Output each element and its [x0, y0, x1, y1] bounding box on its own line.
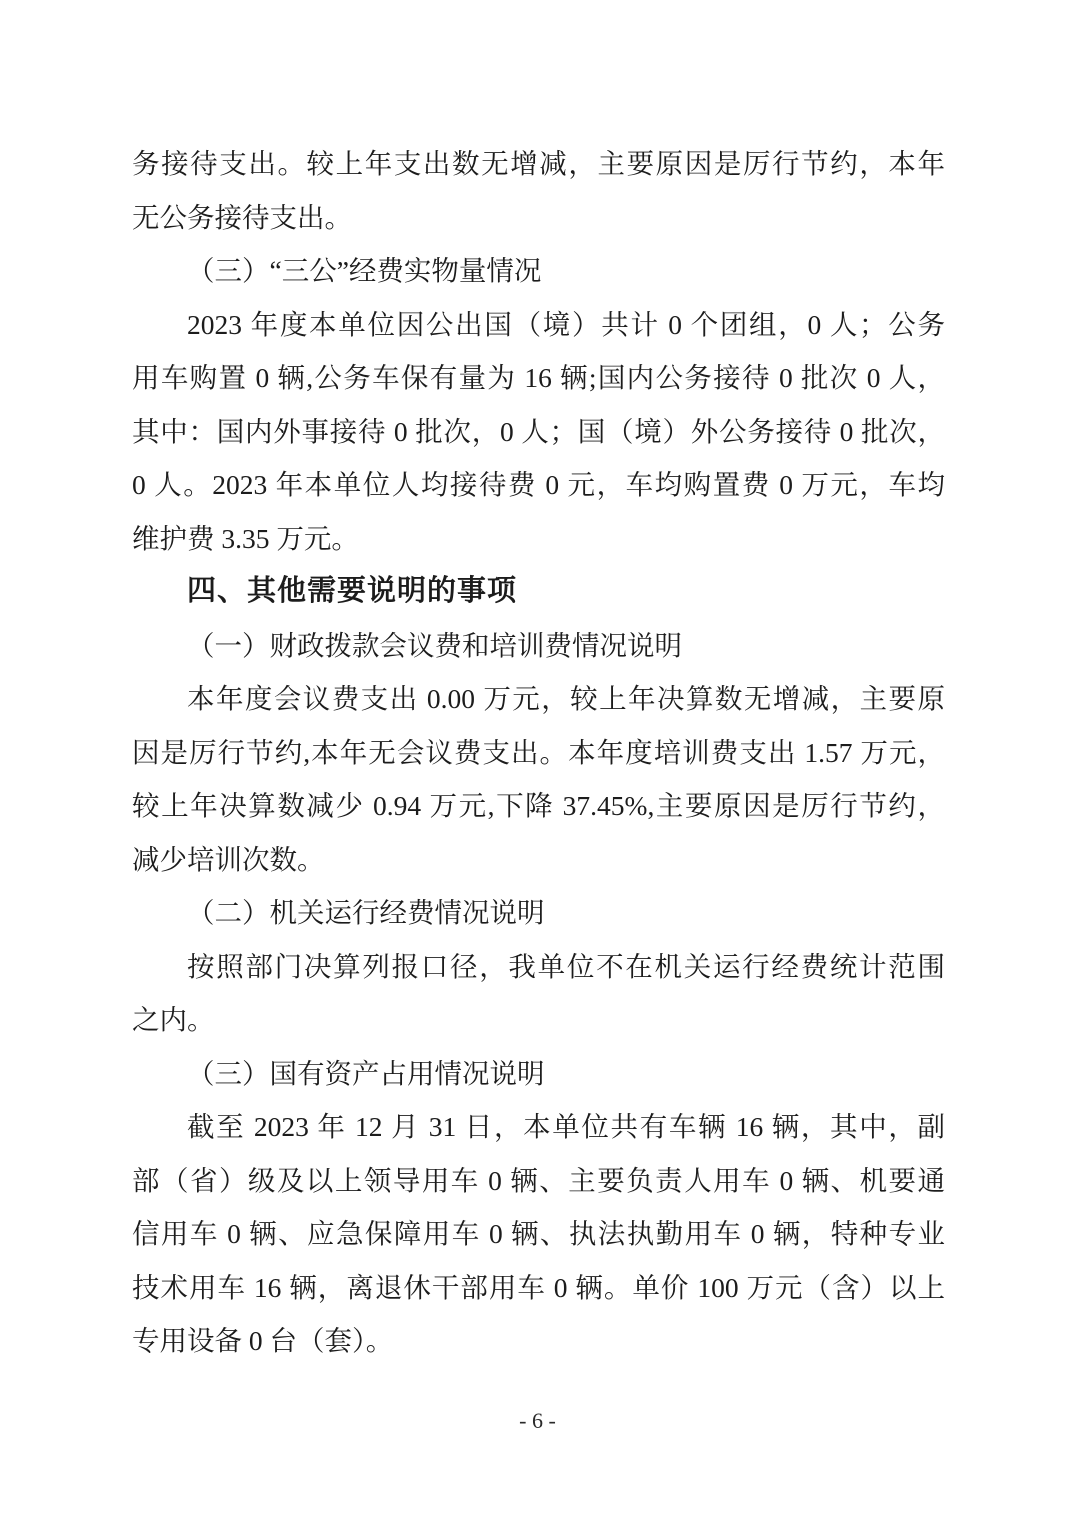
- text-line: 因是厉行节约,本年无会议费支出。本年度培训费支出 1.57 万元，: [132, 736, 945, 768]
- text-line: 截至 2023 年 12 月 31 日，本单位共有车辆 16 辆，其中，副: [187, 1111, 945, 1142]
- document-body: [132, 137, 945, 1368]
- text-line: 专用设备 0 台（套）。: [132, 1325, 394, 1356]
- text-line: 用车购置 0 辆,公务车保有量为 16 辆;国内公务接待 0 批次 0 人，: [132, 362, 945, 393]
- text-line: 无公务接待支出。: [132, 201, 352, 233]
- text-line: 信用车 0 辆、应急保障用车 0 辆、执法执勤用车 0 辆，特种专业: [132, 1218, 945, 1249]
- text-line: （三）“三公”经费实物量情况: [187, 255, 542, 286]
- text-line: 减少培训次数。: [132, 843, 325, 875]
- page-number: - 6 -: [519, 1408, 556, 1433]
- text-line: 2023 年度本单位因公出国（境）共计 0 个团组，0 人；公务: [187, 308, 945, 340]
- text-line: 技术用车 16 辆，离退休干部用车 0 辆。单价 100 万元（含）以上: [132, 1271, 945, 1303]
- text-line: 较上年决算数减少 0.94 万元,下降 37.45%,主要原因是厉行节约，: [132, 790, 945, 821]
- page-footer: [0, 1403, 1075, 1439]
- text-line: （三）国有资产占用情况说明: [187, 1057, 545, 1089]
- text-line: 务接待支出。较上年支出数无增减，主要原因是厉行节约，本年: [132, 148, 945, 179]
- text-line: 本年度会议费支出 0.00 万元，较上年决算数无增减，主要原: [187, 683, 945, 714]
- text-line: （二）机关运行经费情况说明: [187, 897, 545, 928]
- text-line: 0 人。2023 年本单位人均接待费 0 元，车均购置费 0 万元，车均: [132, 469, 945, 500]
- text-line: 其中：国内外事接待 0 批次，0 人；国（境）外公务接待 0 批次，: [132, 415, 945, 447]
- text-line: 之内。: [132, 1004, 215, 1035]
- text-line: 部（省）级及以上领导用车 0 辆、主要负责人用车 0 辆、机要通: [132, 1164, 945, 1196]
- text-line: 按照部门决算列报口径，我单位不在机关运行经费统计范围: [187, 950, 945, 982]
- text-line: （一）财政拨款会议费和培训费情况说明: [187, 629, 682, 661]
- section-heading: 四、其他需要说明的事项: [187, 575, 518, 607]
- text-line: 维护费 3.35 万元。: [132, 522, 359, 554]
